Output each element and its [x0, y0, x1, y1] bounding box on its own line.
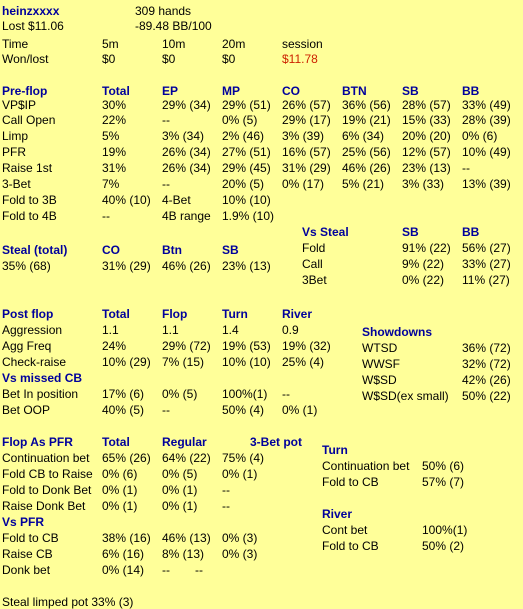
- row-label: W$SD: [362, 373, 397, 387]
- period-20m: 20m: [222, 37, 246, 51]
- cell: 1.1: [102, 323, 119, 337]
- postflop-header-river: River: [282, 307, 313, 321]
- cell: 42% (26): [462, 373, 511, 387]
- cell: 10% (10): [222, 355, 271, 369]
- cell: 1.4: [222, 323, 239, 337]
- row-label: W$SD(ex small): [362, 389, 449, 403]
- steal-header-btn: Btn: [162, 243, 182, 257]
- cell: 26% (34): [162, 161, 211, 175]
- hand-count: 309 hands: [135, 4, 192, 18]
- steal-title: Steal (total): [2, 243, 68, 257]
- header-sb: SB: [402, 84, 419, 98]
- won-10m: $0: [162, 52, 176, 66]
- row-label: Fold to CB: [322, 475, 379, 489]
- cell: 1.1: [162, 323, 179, 337]
- cell: 29% (51): [222, 98, 271, 112]
- cell: --: [222, 483, 230, 497]
- cell: 46% (26): [342, 161, 391, 175]
- cell: 29% (17): [282, 113, 331, 127]
- cell: 15% (33): [402, 113, 451, 127]
- cell: 0% (6): [462, 129, 498, 143]
- cell: 31% (29): [102, 259, 151, 273]
- cell: 31% (29): [282, 161, 331, 175]
- period-10m: 10m: [162, 37, 186, 51]
- cell: 16% (57): [282, 145, 331, 159]
- cell: 6% (34): [342, 129, 385, 143]
- row-label: Agg Freq: [2, 339, 52, 353]
- cell: 30%: [102, 98, 127, 112]
- cell: 0% (1): [102, 483, 138, 497]
- cell: 10% (49): [462, 145, 511, 159]
- row-label: Fold to 4B: [2, 209, 57, 223]
- steal-header-sb: SB: [222, 243, 239, 257]
- cell: 50% (2): [422, 539, 465, 553]
- player-name: heinzxxxx: [2, 4, 60, 18]
- cell: 26% (57): [282, 98, 331, 112]
- row-label: Raise 1st: [2, 161, 53, 175]
- lost-amount: Lost $11.06: [2, 19, 64, 33]
- row-label: Call Open: [2, 113, 56, 127]
- cell: 38% (16): [102, 531, 151, 545]
- cell: 0.9: [282, 323, 299, 337]
- vs-missed-cb-title: Vs missed CB: [2, 371, 83, 385]
- row-label: WWSF: [362, 357, 400, 371]
- row-label: WTSD: [362, 341, 398, 355]
- won-20m: $0: [222, 52, 236, 66]
- row-label: Bet In position: [2, 387, 79, 401]
- cell: 0% (1): [282, 403, 318, 417]
- showdowns-title: Showdowns: [362, 325, 432, 339]
- cell: 50% (4): [222, 403, 265, 417]
- cell: --: [162, 403, 170, 417]
- cell: 19%: [102, 145, 127, 159]
- cell: 0% (1): [222, 467, 258, 481]
- cell: 4B range: [162, 209, 211, 223]
- cell: 17% (6): [102, 387, 145, 401]
- cell: 0% (5): [222, 113, 258, 127]
- row-label: 3-Bet: [2, 177, 31, 191]
- won-5m: $0: [102, 52, 116, 66]
- row-label: Fold to CB: [2, 531, 59, 545]
- cell: 0% (17): [282, 177, 325, 191]
- header-bb: BB: [462, 84, 480, 98]
- cell: 6% (16): [102, 547, 145, 561]
- header-co: CO: [282, 84, 300, 98]
- cell: 19% (21): [342, 113, 391, 127]
- period-5m: 5m: [102, 37, 119, 51]
- cell: --: [162, 563, 170, 577]
- row-label: Fold CB to Raise: [2, 467, 93, 481]
- won-session: $11.78: [282, 52, 318, 66]
- cell: 65% (26): [102, 451, 151, 465]
- cell: 19% (53): [222, 339, 271, 353]
- cell: 50% (6): [422, 459, 465, 473]
- cell: 91% (22): [402, 241, 451, 255]
- postflop-header-total: Total: [102, 307, 130, 321]
- cell: --: [462, 161, 470, 175]
- cell: 2% (46): [222, 129, 265, 143]
- cell: 36% (56): [342, 98, 391, 112]
- header-btn: BTN: [342, 84, 367, 98]
- row-label: Cont bet: [322, 523, 368, 537]
- cell: 10% (29): [102, 355, 151, 369]
- postflop-header-turn: Turn: [222, 307, 248, 321]
- cell: 3% (33): [402, 177, 445, 191]
- postflop-header-flop: Flop: [162, 307, 188, 321]
- cell: 20% (5): [222, 177, 265, 191]
- cell: 3% (34): [162, 129, 205, 143]
- cell: 46% (26): [162, 259, 211, 273]
- flop-pfr-title: Flop As PFR: [2, 435, 73, 449]
- cell: 46% (13): [162, 531, 211, 545]
- row-label: Donk bet: [2, 563, 51, 577]
- cell: 0% (5): [162, 467, 198, 481]
- cell: 40% (10): [102, 193, 151, 207]
- row-label: Fold to CB: [322, 539, 379, 553]
- cell: 7%: [102, 177, 120, 191]
- cell: 56% (27): [462, 241, 511, 255]
- cell: 32% (72): [462, 357, 511, 371]
- cell: 22%: [102, 113, 127, 127]
- postflop-title: Post flop: [2, 307, 54, 321]
- cell: 23% (13): [222, 259, 271, 273]
- vs-pfr-title: Vs PFR: [2, 515, 45, 529]
- cell: 5% (21): [342, 177, 385, 191]
- cell: 100%(1): [222, 387, 268, 401]
- preflop-title: Pre-flop: [2, 84, 48, 98]
- header-ep: EP: [162, 84, 179, 98]
- cell: 0% (6): [102, 467, 138, 481]
- time-label: Time: [2, 37, 29, 51]
- row-label: Continuation bet: [322, 459, 410, 473]
- cell: 0% (1): [102, 499, 138, 513]
- cell: 24%: [102, 339, 127, 353]
- cell: 5%: [102, 129, 120, 143]
- steal-header-co: CO: [102, 243, 120, 257]
- row-label: Limp: [2, 129, 29, 143]
- cell: 0% (3): [222, 531, 258, 545]
- row-label: Continuation bet: [2, 451, 90, 465]
- cell: 29% (34): [162, 98, 211, 112]
- cell: 0% (1): [162, 483, 198, 497]
- steal-total: 35% (68): [2, 259, 51, 273]
- cell: 8% (13): [162, 547, 205, 561]
- cell: --: [162, 113, 170, 127]
- cell: 20% (20): [402, 129, 451, 143]
- vs-steal-header-bb: BB: [462, 225, 480, 239]
- row-label: Aggression: [2, 323, 63, 337]
- cell: 0% (5): [162, 387, 198, 401]
- vs-steal-header-sb: SB: [402, 225, 419, 239]
- steal-limped-pot: Steal limped pot 33% (3): [2, 595, 134, 609]
- flop-pfr-header-regular: Regular: [162, 435, 207, 449]
- cell: 26% (34): [162, 145, 211, 159]
- row-label: Check-raise: [2, 355, 67, 369]
- cell: 23% (13): [402, 161, 451, 175]
- row-label: Call: [302, 257, 323, 271]
- cell: 57% (7): [422, 475, 465, 489]
- row-label: Bet OOP: [2, 403, 51, 417]
- cell: 28% (57): [402, 98, 451, 112]
- cell: 75% (4): [222, 451, 265, 465]
- cell: 100%(1): [422, 523, 468, 537]
- cell: 4-Bet: [162, 193, 191, 207]
- cell: 13% (39): [462, 177, 511, 191]
- cell: --: [222, 499, 230, 513]
- cell: --: [162, 177, 170, 191]
- cell: 0% (22): [402, 273, 445, 287]
- cell: 19% (32): [282, 339, 331, 353]
- cell: 0% (14): [102, 563, 145, 577]
- cell: 40% (5): [102, 403, 145, 417]
- cell: 25% (4): [282, 355, 325, 369]
- row-label: Raise Donk Bet: [2, 499, 86, 513]
- cell: 7% (15): [162, 355, 205, 369]
- cell: 36% (72): [462, 341, 511, 355]
- cell: 33% (49): [462, 98, 511, 112]
- cell: 0% (3): [222, 547, 258, 561]
- flop-pfr-header-3bet: 3-Bet pot: [250, 435, 302, 449]
- row-label: VP$IP: [2, 98, 37, 112]
- row-label: Fold: [302, 241, 326, 255]
- row-label: Fold to 3B: [2, 193, 57, 207]
- turn-title: Turn: [322, 443, 348, 457]
- cell: 27% (51): [222, 145, 271, 159]
- bb-per-100: -89.48 BB/100: [135, 19, 212, 33]
- cell: --: [282, 387, 290, 401]
- row-label: 3Bet: [302, 273, 327, 287]
- cell: 11% (27): [462, 273, 510, 287]
- cell: 1.9% (10): [222, 209, 275, 223]
- header-total: Total: [102, 84, 130, 98]
- cell: 33% (27): [462, 257, 511, 271]
- cell: --: [195, 563, 203, 577]
- cell: 10% (10): [222, 193, 271, 207]
- river-title: River: [322, 507, 353, 521]
- flop-pfr-header-total: Total: [102, 435, 130, 449]
- cell: 64% (22): [162, 451, 211, 465]
- period-session: session: [282, 37, 323, 51]
- cell: 28% (39): [462, 113, 511, 127]
- cell: 9% (22): [402, 257, 445, 271]
- row-label: Fold to Donk Bet: [2, 483, 92, 497]
- cell: 25% (56): [342, 145, 391, 159]
- cell: 0% (1): [162, 499, 198, 513]
- won-lost-label: Won/lost: [2, 52, 49, 66]
- cell: 3% (39): [282, 129, 325, 143]
- cell: 29% (45): [222, 161, 271, 175]
- header-mp: MP: [222, 84, 240, 98]
- cell: 50% (22): [462, 389, 511, 403]
- cell: --: [102, 209, 110, 223]
- cell: 31%: [102, 161, 127, 175]
- cell: 29% (72): [162, 339, 211, 353]
- cell: 12% (57): [402, 145, 451, 159]
- row-label: PFR: [2, 145, 26, 159]
- vs-steal-title: Vs Steal: [302, 225, 349, 239]
- row-label: Raise CB: [2, 547, 53, 561]
